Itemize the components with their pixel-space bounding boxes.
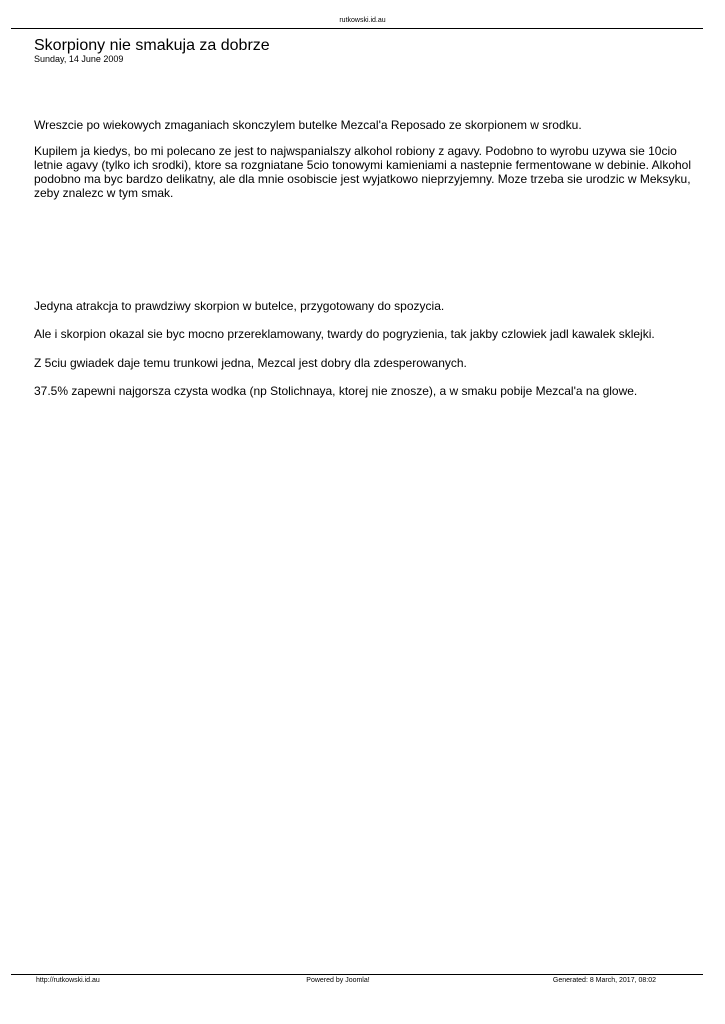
footer-url-link[interactable]: http://rutkowski.id.au xyxy=(36,977,100,984)
paragraph-1: Wreszcie po wiekowych zmaganiach skonczylem butelke Mezcal'a Reposado ze skorpionem w srodku. xyxy=(34,118,582,132)
paragraph-4: Ale i skorpion okazal sie byc mocno przereklamowany, twardy do pogryzienia, tak jakby czlowiek jadl kawalek sklejki. xyxy=(34,327,655,341)
footer-divider xyxy=(11,974,703,975)
article-date: Sunday, 14 June 2009 xyxy=(34,54,124,64)
paragraph-3: Jedyna atrakcja to prawdziwy skorpion w butelce, przygotowany do spozycia. xyxy=(34,299,445,313)
site-header: rutkowski.id.au xyxy=(339,17,386,24)
header-divider xyxy=(11,28,703,29)
paragraph-6: 37.5% zapewni najgorsza czysta wodka (np Stolichnaya, ktorej nie znosze), a w smaku pobije Mezcal'a na glowe. xyxy=(34,384,638,398)
paragraph-2: Kupilem ja kiedys, bo mi polecano ze jest to najwspanialszy alkohol robiony z agavy. Podobno to wyrobu uzywa sie 10cio letnie agavy (tylko ich srodki), ktore sa rozgniatane 5cio tonowymi kamieniami a nastepnie fermentowane w debinie. Alkohol podobno ma byc bardzo delikatny, ale dla mnie osobiscie jest wyjatkowo nieprzyjemny. Moze trzeba sie urodzic w Meksyku, zeby znalezc w tym smak. xyxy=(34,144,692,200)
footer-powered-by: Powered by Joomla! xyxy=(306,977,370,984)
paragraph-5: Z 5ciu gwiadek daje temu trunkowi jedna, Mezcal jest dobry dla zdesperowanych. xyxy=(34,356,467,370)
footer-generated: Generated: 8 March, 2017, 08:02 xyxy=(552,977,656,984)
article-title: Skorpiony nie smakuja za dobrze xyxy=(34,37,270,54)
